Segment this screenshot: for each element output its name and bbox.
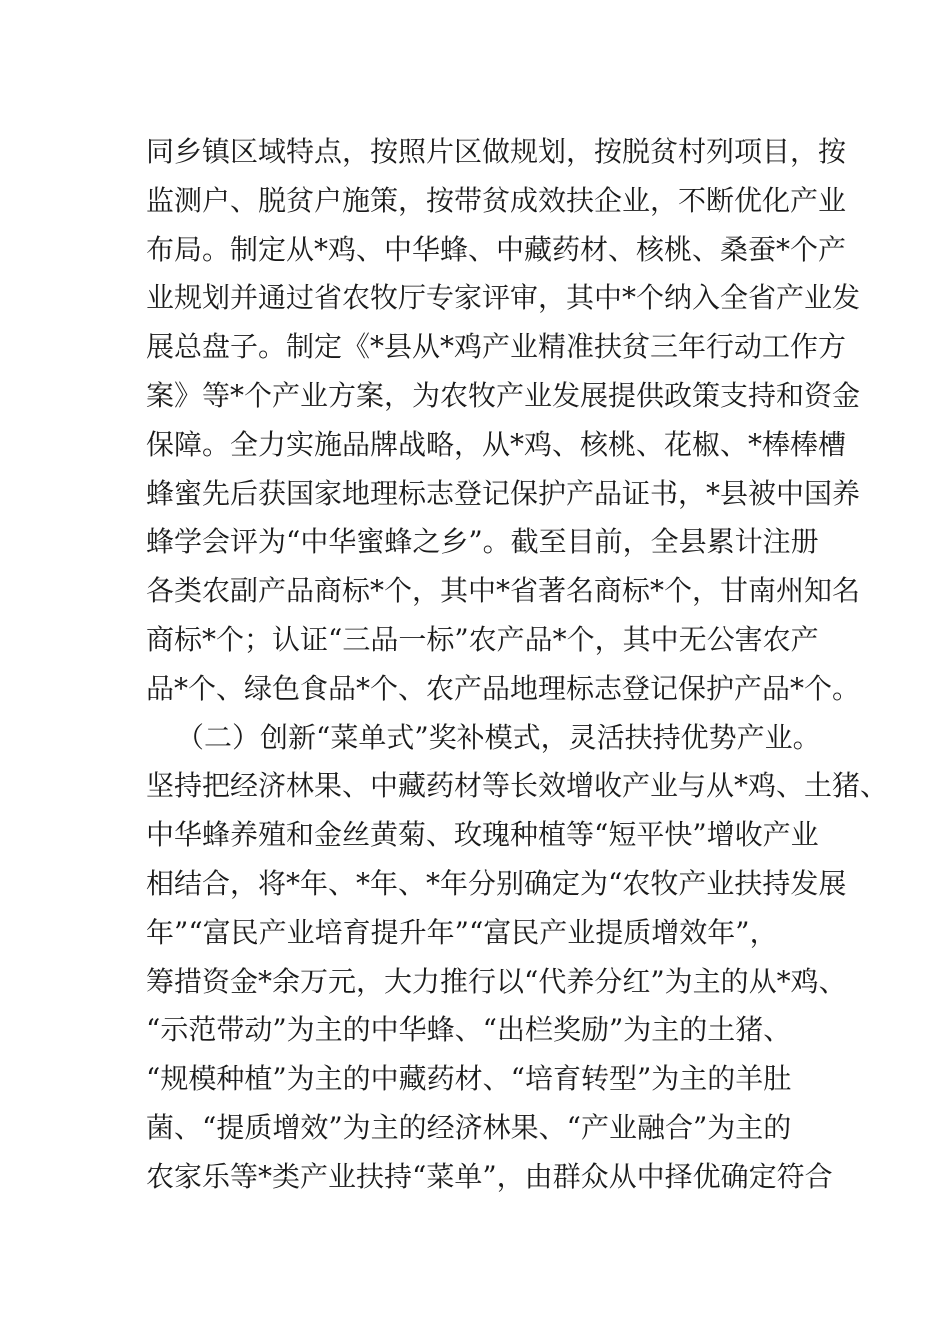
text-line: 同乡镇区域特点，按照片区做规划，按脱贫村列项目，按 (146, 135, 847, 168)
text-line: 相结合，将*年、*年、*年分别确定为“农牧产业扶持发展 (146, 866, 847, 900)
text-line: 商标*个；认证“三品一标”农产品*个，其中无公害农产 (146, 622, 819, 656)
section-heading: （二）创新“菜单式”奖补模式，灵活扶持优势产业。 (176, 720, 821, 754)
text-line: 各类农副产品商标*个，其中*省著名商标*个，甘南州知名 (146, 574, 861, 608)
text-line: 年”“富民产业培育提升年”“富民产业提质增效年”， (146, 915, 778, 949)
text-line: 蜂蜜先后获国家地理标志登记保护产品证书，*县被中国养 (146, 476, 861, 510)
text-line: 品*个、绿色食品*个、农产品地理标志登记保护产品*个。 (146, 671, 861, 705)
text-line: 中华蜂养殖和金丝黄菊、玫瑰种植等“短平快”增收产业 (146, 818, 819, 852)
text-line: 筹措资金*余万元，大力推行以“代养分红”为主的从*鸡、 (146, 964, 847, 998)
text-line: 业规划并通过省农牧厅专家评审，其中*个纳入全省产业发 (146, 281, 861, 315)
text-line: 监测户、脱贫户施策，按带贫成效扶企业，不断优化产业 (146, 183, 847, 217)
text-line: “示范带动”为主的中华蜂、“出栏奖励”为主的土猪、 (146, 1013, 792, 1047)
text-line: 案》等*个产业方案，为农牧产业发展提供政策支持和资金 (146, 378, 861, 412)
body-text (146, 128, 889, 1202)
text-line: 保障。全力实施品牌战略，从*鸡、核桃、花椒、*棒棒槽 (146, 427, 847, 461)
text-line: 坚持把经济林果、中藏药材等长效增收产业与从*鸡、土猪、 (146, 769, 889, 803)
text-line: “规模种植”为主的中藏药材、“培育转型”为主的羊肚 (146, 1062, 792, 1096)
text-line: 布局。制定从*鸡、中华蜂、中藏药材、核桃、桑蚕*个产 (146, 232, 847, 266)
text-line: 菌、“提质增效”为主的经济林果、“产业融合”为主的 (146, 1110, 792, 1144)
text-line: 展总盘子。制定《*县从*鸡产业精准扶贫三年行动工作方 (146, 330, 847, 364)
text-line: 农家乐等*类产业扶持“菜单”，由群众从中择优确定符合 (146, 1159, 833, 1193)
text-line: 蜂学会评为“中华蜜蜂之乡”。截至目前，全县累计注册 (146, 525, 819, 559)
